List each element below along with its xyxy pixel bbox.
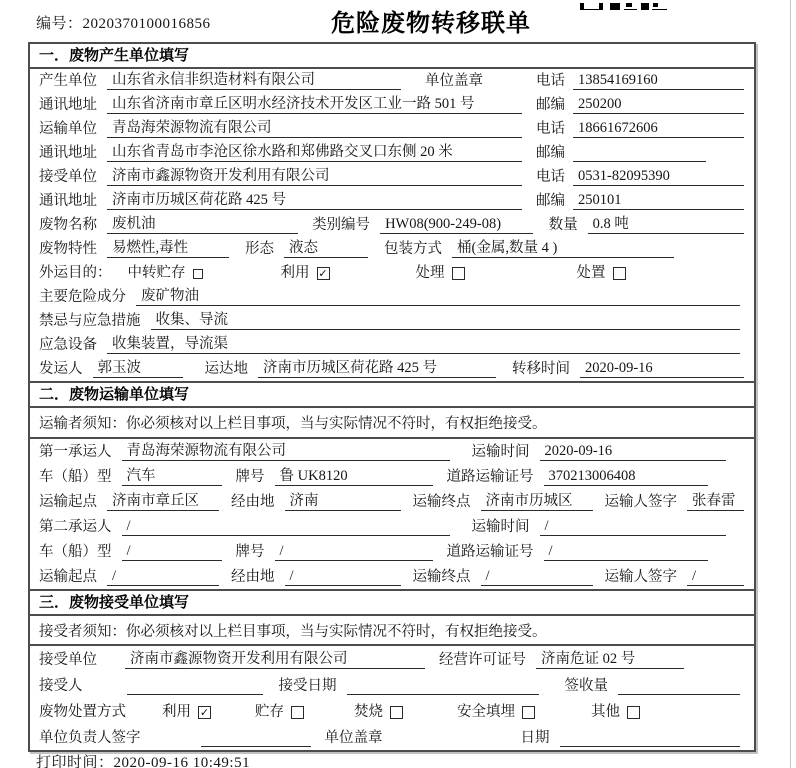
disposal-other-checkbox bbox=[627, 706, 640, 719]
receiver-address-label: 通讯地址 bbox=[39, 193, 97, 209]
row-route1 bbox=[30, 489, 754, 514]
producer-unit-label: 产生单位 bbox=[39, 73, 97, 89]
row-disposal-method bbox=[30, 698, 754, 724]
disposal-method-label: 废物处置方式 bbox=[39, 704, 126, 720]
waste-name-value: 废机油 bbox=[107, 216, 298, 234]
manifest-form bbox=[28, 42, 756, 752]
route2-sign-label: 运输人签字 bbox=[604, 569, 677, 585]
disposal-option-burn-label: 焚烧 bbox=[354, 704, 383, 720]
transporter-notice: 运输者须知：你必须核对以上栏目事项，当与实际情况不符时，有权拒绝接受。 bbox=[30, 408, 754, 439]
receiver-unit-value: 济南市鑫源物资开发利用有限公司 bbox=[107, 168, 522, 186]
vehicle1-type-label: 车（船）型 bbox=[39, 469, 112, 485]
disposal-use-checkbox: ✓ bbox=[199, 706, 210, 719]
route1-end-value: 济南市历城区 bbox=[481, 493, 593, 511]
route1-sign-value: 张春雷 bbox=[687, 493, 744, 511]
row-emergency-equipment bbox=[30, 333, 754, 357]
receiver-zip-group bbox=[536, 192, 744, 210]
waste-category-label: 类别编号 bbox=[312, 217, 371, 233]
row-transporter-address bbox=[30, 141, 754, 165]
transfer-time-value: 2020-09-16 bbox=[580, 360, 744, 378]
section-producer-title: 一．废物产生单位填写 bbox=[30, 44, 754, 69]
row-vehicle2 bbox=[30, 539, 754, 564]
producer-zip-value: 250200 bbox=[573, 96, 744, 114]
hazard-component-label: 主要危险成分 bbox=[39, 289, 126, 305]
section-producer bbox=[30, 44, 754, 381]
route1-via-label: 经由地 bbox=[231, 494, 275, 510]
print-time-label: 打印时间： bbox=[36, 755, 114, 768]
section-receiver bbox=[30, 589, 754, 750]
row-carrier1 bbox=[30, 439, 754, 464]
page-edge-divider bbox=[790, 0, 791, 768]
receiver-address-value: 济南市历城区荷花路 425 号 bbox=[107, 192, 522, 210]
vehicle2-type-label: 车（船）型 bbox=[39, 544, 112, 560]
receiver-zip-label: 邮编 bbox=[536, 193, 565, 209]
receipt-qty-value bbox=[618, 678, 740, 695]
transporter-phone-value: 18661672606 bbox=[573, 120, 744, 138]
waste-pack-label: 包装方式 bbox=[384, 241, 442, 257]
license-value: 济南危证 02 号 bbox=[536, 651, 684, 669]
waste-character-value: 易燃性,毒性 bbox=[107, 240, 229, 258]
dispatcher-label: 发运人 bbox=[39, 361, 83, 377]
disposal-option-other-label: 其他 bbox=[591, 704, 620, 720]
vehicle2-plate-label: 牌号 bbox=[235, 544, 265, 560]
purpose-dispose-checkbox bbox=[613, 267, 626, 280]
section-receiver-title: 三．废物接受单位填写 bbox=[30, 591, 754, 616]
route2-via-label: 经由地 bbox=[231, 569, 275, 585]
emergency-measures-value: 收集、导流 bbox=[151, 312, 741, 330]
vehicle1-plate-label: 牌号 bbox=[235, 469, 265, 485]
row-emergency-measures bbox=[30, 309, 754, 333]
emergency-measures-label: 禁忌与应急措施 bbox=[39, 313, 141, 329]
carrier2-time-value: / bbox=[540, 518, 727, 536]
purpose-treat-checkbox bbox=[452, 267, 465, 280]
waste-category-value: HW08(900-249-08) bbox=[380, 216, 533, 234]
receiver-phone-label: 电话 bbox=[536, 169, 565, 185]
emergency-equipment-value: 收集装置，导流渠 bbox=[107, 336, 740, 354]
acceptor-label: 接受人 bbox=[39, 678, 83, 694]
route2-start-value: / bbox=[107, 568, 219, 586]
waste-qty-value: 0.8 吨 bbox=[588, 216, 744, 234]
row-dispatch bbox=[30, 357, 754, 381]
destination-value: 济南市历城区荷花路 425 号 bbox=[258, 360, 496, 378]
responsible-sign-label: 单位负责人签字 bbox=[39, 730, 141, 746]
waste-character-label: 废物特性 bbox=[39, 241, 97, 257]
accept-unit-value: 济南市鑫源物资开发利用有限公司 bbox=[125, 651, 425, 669]
row-hazard-component bbox=[30, 285, 754, 309]
disposal-option-landfill bbox=[457, 704, 535, 721]
route1-start-label: 运输起点 bbox=[39, 494, 97, 510]
vehicle2-plate-value: / bbox=[275, 543, 433, 561]
transfer-time-label: 转移时间 bbox=[512, 361, 570, 377]
signoff-date-value bbox=[560, 730, 741, 747]
carrier2-value: / bbox=[122, 518, 450, 536]
carrier2-time-label: 运输时间 bbox=[471, 519, 530, 535]
signoff-date-label: 日期 bbox=[520, 730, 550, 746]
transporter-address-value: 山东省青岛市李沧区徐水路和郑佛路交叉口东侧 20 米 bbox=[107, 144, 522, 162]
transporter-address-label: 通讯地址 bbox=[39, 145, 97, 161]
vehicle1-type-value: 汽车 bbox=[122, 468, 222, 486]
purpose-use-checkbox: ✓ bbox=[318, 267, 328, 280]
producer-phone-group bbox=[536, 72, 744, 90]
producer-unit-value: 山东省永信非织造材料有限公司 bbox=[107, 72, 401, 90]
route2-start-label: 运输起点 bbox=[39, 569, 97, 585]
transporter-zip-group bbox=[536, 145, 744, 162]
producer-address-label: 通讯地址 bbox=[39, 97, 97, 113]
disposal-option-use-label: 利用 bbox=[162, 704, 191, 720]
receiver-phone-group bbox=[536, 168, 744, 186]
route1-via-value: 济南 bbox=[285, 493, 401, 511]
waste-form-label: 形态 bbox=[245, 241, 274, 257]
row-receiver-address bbox=[30, 189, 754, 213]
carrier1-time-label: 运输时间 bbox=[471, 444, 530, 460]
producer-phone-value: 13854169160 bbox=[573, 72, 744, 90]
route2-via-value: / bbox=[285, 568, 401, 586]
carrier1-value: 青岛海荣源物流有限公司 bbox=[122, 443, 450, 461]
row-acceptor bbox=[30, 672, 754, 698]
route1-end-label: 运输终点 bbox=[412, 494, 471, 510]
row-route2 bbox=[30, 564, 754, 589]
row-waste-character bbox=[30, 237, 754, 261]
producer-seal-label: 单位盖章 bbox=[425, 73, 483, 89]
accept-unit-label: 接受单位 bbox=[39, 652, 97, 668]
receiver-phone-value: 0531-82095390 bbox=[573, 168, 744, 186]
carrier1-label: 第一承运人 bbox=[39, 444, 112, 460]
form-title: 危险废物转移联单 bbox=[331, 10, 531, 37]
serial-value: 2020370100016856 bbox=[82, 16, 211, 32]
receiver-zip-value: 250101 bbox=[573, 192, 744, 210]
purpose-option-storage-label: 中转贮存 bbox=[127, 265, 186, 281]
purpose-option-use-label: 利用 bbox=[280, 265, 310, 281]
transporter-phone-label: 电话 bbox=[536, 121, 565, 137]
disposal-landfill-checkbox bbox=[522, 706, 535, 719]
qr-code-icon bbox=[580, 0, 668, 10]
disposal-burn-checkbox bbox=[390, 706, 403, 719]
producer-address-value: 山东省济南市章丘区明水经济技术开发区工业一路 501 号 bbox=[107, 96, 522, 114]
row-producer-address bbox=[30, 93, 754, 117]
disposal-option-use bbox=[162, 704, 211, 721]
accept-date-value bbox=[347, 678, 539, 695]
vehicle1-permit-label: 道路运输证号 bbox=[446, 469, 534, 485]
disposal-option-burn bbox=[354, 704, 403, 721]
waste-pack-value: 桶(金属,数量 4 ) bbox=[452, 240, 674, 258]
transporter-zip-label: 邮编 bbox=[536, 145, 565, 161]
producer-phone-label: 电话 bbox=[536, 73, 565, 89]
serial-label: 编号： bbox=[36, 16, 83, 32]
transporter-unit-label: 运输单位 bbox=[39, 121, 97, 137]
destination-label: 运达地 bbox=[204, 361, 248, 377]
row-transfer-purpose bbox=[30, 261, 754, 285]
route1-start-value: 济南市章丘区 bbox=[107, 493, 219, 511]
accept-date-label: 接受日期 bbox=[278, 678, 337, 694]
purpose-option-storage bbox=[128, 265, 203, 282]
disposal-option-store-label: 贮存 bbox=[255, 704, 284, 720]
route2-end-value: / bbox=[481, 568, 593, 586]
transfer-purpose-label: 外运目的： bbox=[39, 265, 112, 281]
route2-sign-value: / bbox=[687, 568, 744, 586]
transporter-unit-value: 青岛海荣源物流有限公司 bbox=[107, 120, 522, 138]
dispatcher-value: 郭玉波 bbox=[93, 360, 183, 378]
purpose-option-treat-label: 处理 bbox=[415, 265, 445, 281]
producer-zip-label: 邮编 bbox=[536, 97, 565, 113]
license-label: 经营许可证号 bbox=[439, 652, 526, 668]
disposal-option-store bbox=[255, 704, 304, 721]
vehicle2-permit-label: 道路运输证号 bbox=[446, 544, 534, 560]
receiver-notice: 接受者须知：你必须核对以上栏目事项，当与实际情况不符时，有权拒绝接受。 bbox=[30, 616, 754, 646]
purpose-option-use bbox=[281, 265, 330, 282]
disposal-option-other bbox=[591, 704, 640, 721]
row-receiver-unit bbox=[30, 165, 754, 189]
route1-sign-label: 运输人签字 bbox=[604, 494, 677, 510]
serial-number-line bbox=[36, 12, 211, 33]
section-transporter-title: 二．废物运输单位填写 bbox=[30, 383, 754, 408]
producer-zip-group bbox=[536, 96, 744, 114]
row-transporter-unit bbox=[30, 117, 754, 141]
vehicle2-type-value: / bbox=[122, 543, 222, 561]
carrier1-time-value: 2020-09-16 bbox=[540, 443, 727, 461]
emergency-equipment-label: 应急设备 bbox=[39, 337, 97, 353]
disposal-store-checkbox bbox=[291, 706, 304, 719]
carrier2-label: 第二承运人 bbox=[39, 519, 112, 535]
print-time-value: 2020-09-16 10:49:51 bbox=[113, 755, 251, 768]
acceptor-value bbox=[127, 678, 263, 695]
purpose-option-treat bbox=[416, 265, 465, 282]
route2-end-label: 运输终点 bbox=[412, 569, 471, 585]
responsible-sign-value bbox=[201, 730, 311, 747]
purpose-storage-checkbox bbox=[193, 269, 203, 279]
hazard-component-value: 废矿物油 bbox=[136, 288, 740, 306]
waste-form-value: 液态 bbox=[284, 240, 368, 258]
row-accept-unit bbox=[30, 646, 754, 672]
vehicle1-permit-value: 370213006408 bbox=[544, 468, 709, 486]
purpose-option-dispose bbox=[577, 265, 626, 282]
receiver-unit-label: 接受单位 bbox=[39, 169, 97, 185]
purpose-option-dispose-label: 处置 bbox=[576, 265, 606, 281]
disposal-option-landfill-label: 安全填埋 bbox=[457, 704, 515, 720]
waste-name-label: 废物名称 bbox=[39, 217, 97, 233]
row-signoff bbox=[30, 724, 754, 750]
row-waste-name bbox=[30, 213, 754, 237]
receipt-qty-label: 签收量 bbox=[564, 678, 608, 694]
section-transporter bbox=[30, 381, 754, 589]
row-vehicle1 bbox=[30, 464, 754, 489]
vehicle1-plate-value: 鲁 UK8120 bbox=[275, 468, 433, 486]
waste-qty-label: 数量 bbox=[548, 217, 578, 233]
row-producer-unit bbox=[30, 69, 754, 93]
print-time-line bbox=[36, 751, 250, 768]
transporter-phone-group bbox=[536, 120, 744, 138]
transporter-zip-value bbox=[573, 145, 706, 162]
vehicle2-permit-value: / bbox=[544, 543, 709, 561]
row-carrier2 bbox=[30, 514, 754, 539]
unit-seal-label: 单位盖章 bbox=[324, 730, 383, 746]
